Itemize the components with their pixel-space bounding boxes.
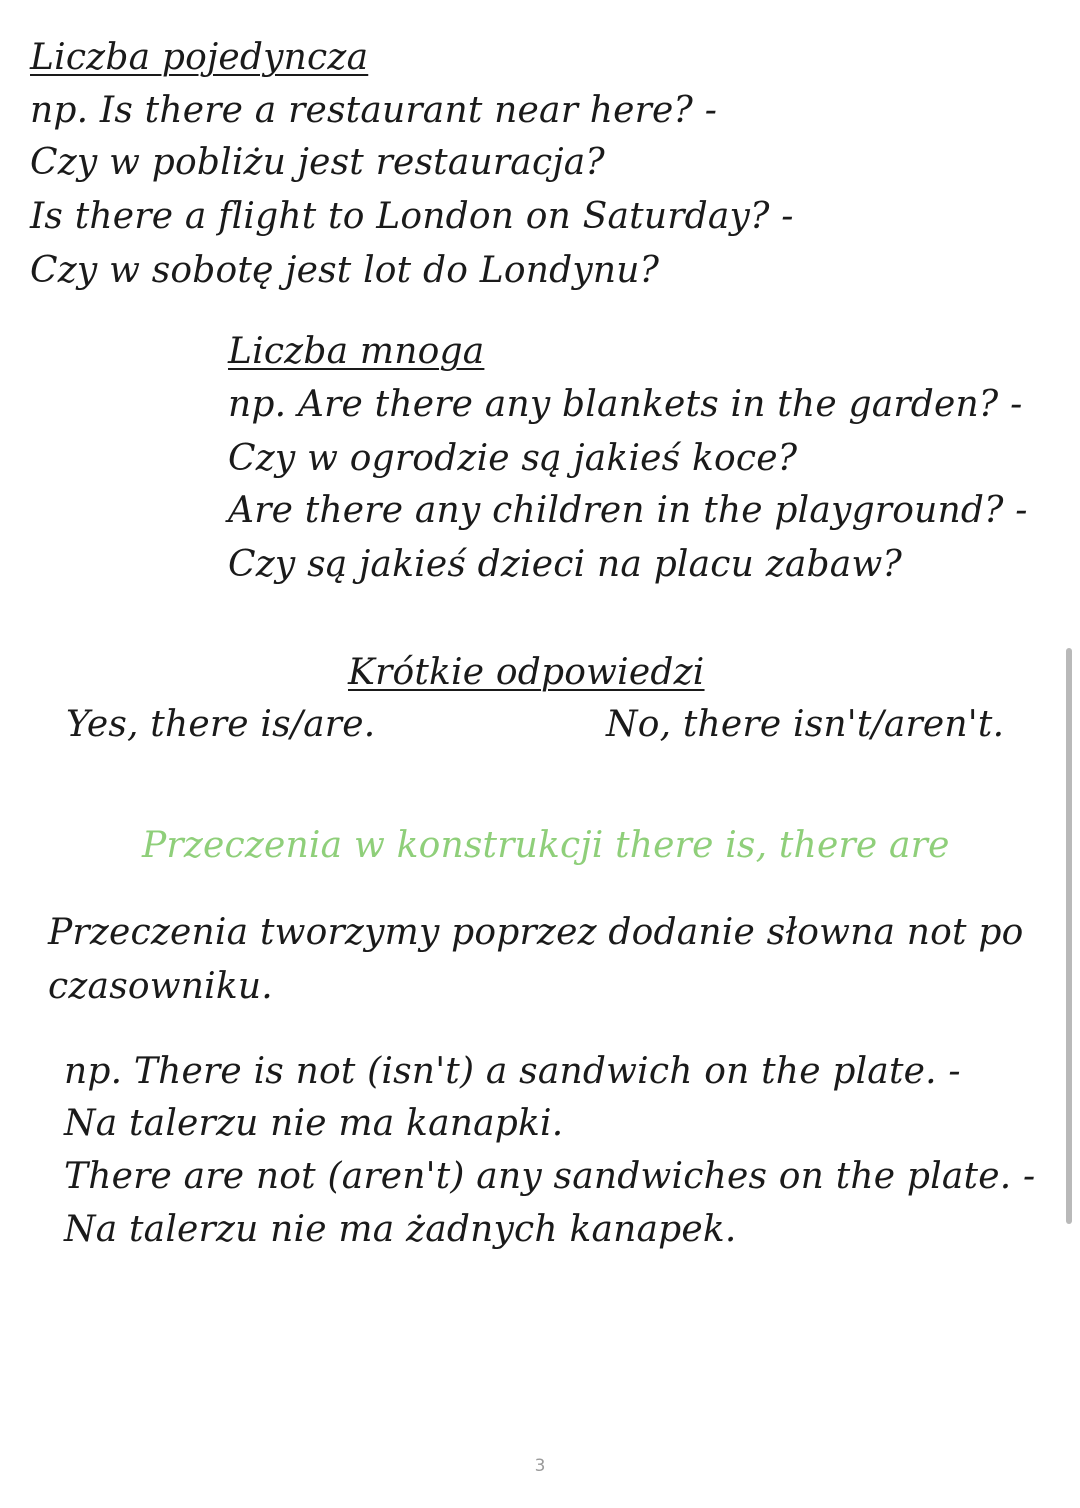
negation-description-line-2: czasowniku. bbox=[48, 966, 273, 1007]
plural-line-2: Czy w ogrodzie są jakieś koce? bbox=[228, 438, 798, 479]
negation-example-line-3: There are not (aren't) any sandwiches on the plate. - bbox=[64, 1156, 1036, 1197]
short-answer-yes: Yes, there is/are. bbox=[66, 704, 376, 745]
singular-line-1: np. Is there a restaurant near here? - bbox=[30, 90, 718, 131]
short-answer-no: No, there isn't/aren't. bbox=[606, 704, 1005, 745]
plural-line-4: Czy są jakieś dzieci na placu zabaw? bbox=[228, 544, 902, 585]
plural-line-1: np. Are there any blankets in the garden? - bbox=[228, 384, 1023, 425]
page-number: 3 bbox=[534, 1456, 546, 1476]
negation-example-line-2: Na talerzu nie ma kanapki. bbox=[64, 1103, 564, 1144]
negation-title: Przeczenia w konstrukcji there is, there are bbox=[142, 825, 950, 866]
singular-line-3: Is there a flight to London on Saturday? - bbox=[30, 196, 794, 237]
vertical-scrollbar[interactable] bbox=[1066, 648, 1072, 1224]
negation-example-line-4: Na talerzu nie ma żadnych kanapek. bbox=[64, 1209, 737, 1250]
negation-description-line-1: Przeczenia tworzymy poprzez dodanie słowna not po bbox=[48, 912, 1024, 953]
plural-line-3: Are there any children in the playground? - bbox=[228, 490, 1028, 531]
plural-heading: Liczba mnoga bbox=[228, 331, 485, 372]
short-answers-heading: Krótkie odpowiedzi bbox=[348, 652, 705, 693]
singular-heading: Liczba pojedyncza bbox=[30, 37, 369, 78]
negation-example-line-1: np. There is not (isn't) a sandwich on the plate. - bbox=[64, 1051, 961, 1092]
singular-line-2: Czy w pobliżu jest restauracja? bbox=[30, 142, 605, 183]
singular-line-4: Czy w sobotę jest lot do Londynu? bbox=[30, 250, 660, 291]
